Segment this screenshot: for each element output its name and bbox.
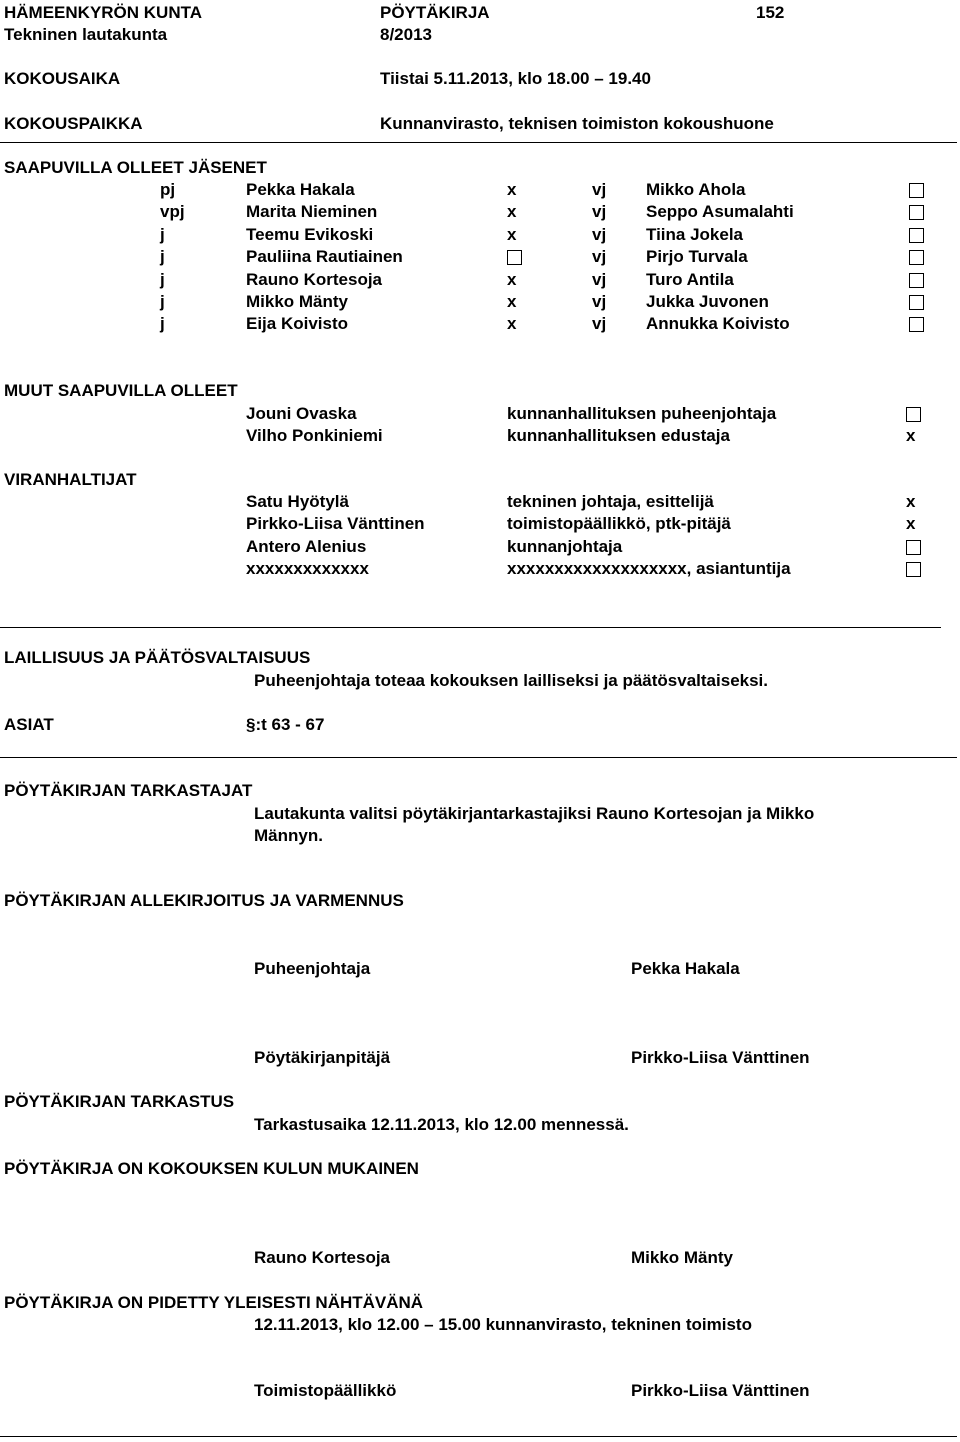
empty-checkbox	[909, 295, 924, 310]
empty-checkbox	[909, 205, 924, 220]
header-divider	[0, 142, 957, 143]
org-name: HÄMEENKYRÖN KUNTA	[4, 3, 203, 22]
meeting-place-label: KOKOUSPAIKKA	[4, 114, 143, 133]
legality-text: Puheenjohtaja toteaa kokouksen lailliseksi ja päätösvaltaiseksi.	[254, 671, 769, 690]
empty-checkbox	[909, 317, 924, 332]
member-role: j	[160, 269, 165, 289]
member-name: Pauliina Rautiainen	[246, 247, 403, 267]
empty-checkbox	[906, 407, 921, 422]
checkers-text-line2: Männyn.	[254, 826, 323, 845]
doc-number: 8/2013	[380, 25, 432, 44]
public-text: 12.11.2013, klo 12.00 – 15.00 kunnanvirasto, tekninen toimisto	[254, 1315, 752, 1334]
official-title: xxxxxxxxxxxxxxxxxxx, asiantuntija	[507, 559, 791, 579]
asiat-divider	[0, 757, 957, 758]
public-heading: PÖYTÄKIRJA ON PIDETTY YLEISESTI NÄHTÄVÄNÄ	[4, 1293, 424, 1312]
member-attendance-mark: x	[507, 180, 517, 199]
member-attendance-mark: x	[507, 224, 517, 244]
substitute-role: vj	[592, 180, 607, 199]
member-attendance-mark: x	[507, 202, 517, 222]
approved-signer-2: Mikko Mänty	[631, 1248, 734, 1267]
substitute-name: Mikko Ahola	[646, 180, 746, 199]
official-title: kunnanjohtaja	[507, 536, 623, 556]
substitute-role: vj	[592, 292, 607, 311]
doc-type: PÖYTÄKIRJA	[380, 3, 490, 22]
member-role: vpj	[160, 202, 185, 222]
footer-divider	[0, 1436, 957, 1437]
public-signer-label: Toimistopäällikkö	[254, 1381, 397, 1400]
member-name: Rauno Kortesoja	[246, 269, 383, 289]
substitute-role: vj	[592, 269, 607, 289]
secretary-name: Pirkko-Liisa Vänttinen	[631, 1048, 810, 1067]
secretary-label: Pöytäkirjanpitäjä	[254, 1048, 391, 1067]
empty-checkbox	[906, 562, 921, 577]
member-attendance-mark: x	[507, 269, 517, 289]
others-heading: MUUT SAAPUVILLA OLLEET	[4, 381, 238, 400]
substitute-role: vj	[592, 224, 607, 244]
empty-checkbox	[906, 540, 921, 555]
members-heading: SAAPUVILLA OLLEET JÄSENET	[4, 158, 267, 177]
empty-checkbox	[909, 228, 924, 243]
member-attendance-mark: x	[507, 292, 517, 311]
official-name: Antero Alenius	[246, 536, 367, 556]
legality-heading: LAILLISUUS JA PÄÄTÖSVALTAISUUS	[4, 648, 311, 667]
official-title: toimistopäällikkö, ptk-pitäjä	[507, 514, 731, 534]
meeting-time-value: Tiistai 5.11.2013, klo 18.00 – 19.40	[380, 69, 651, 88]
meeting-time-label: KOKOUSAIKA	[4, 69, 121, 88]
substitute-name: Seppo Asumalahti	[646, 202, 794, 222]
member-name: Teemu Evikoski	[246, 224, 374, 244]
other-attendance-mark: x	[906, 426, 916, 446]
chair-name: Pekka Hakala	[631, 959, 740, 978]
empty-checkbox	[507, 250, 522, 265]
empty-checkbox	[909, 183, 924, 198]
public-signer-name: Pirkko-Liisa Vänttinen	[631, 1381, 810, 1400]
member-name: Marita Nieminen	[246, 202, 378, 222]
empty-checkbox	[909, 250, 924, 265]
member-name: Mikko Mänty	[246, 292, 349, 311]
other-name: Jouni Ovaska	[246, 404, 357, 423]
other-title: kunnanhallituksen edustaja	[507, 426, 730, 446]
substitute-name: Jukka Juvonen	[646, 292, 769, 311]
member-attendance-mark: x	[507, 314, 517, 334]
substitute-name: Turo Antila	[646, 269, 734, 289]
official-attendance-mark: x	[906, 492, 916, 511]
substitute-name: Tiina Jokela	[646, 224, 744, 244]
official-name: Satu Hyötylä	[246, 492, 349, 511]
signatures-heading: PÖYTÄKIRJAN ALLEKIRJOITUS JA VARMENNUS	[4, 891, 404, 910]
official-name: xxxxxxxxxxxxx	[246, 559, 369, 579]
inspection-heading: PÖYTÄKIRJAN TARKASTUS	[4, 1092, 235, 1111]
meeting-place-value: Kunnanvirasto, teknisen toimiston kokoushuone	[380, 114, 774, 133]
substitute-role: vj	[592, 314, 607, 334]
official-name: Pirkko-Liisa Vänttinen	[246, 514, 425, 534]
committee-name: Tekninen lautakunta	[4, 25, 168, 44]
other-name: Vilho Ponkiniemi	[246, 426, 383, 446]
member-role: j	[160, 314, 165, 334]
page-number: 152	[756, 3, 785, 22]
member-role: j	[160, 292, 165, 311]
empty-checkbox	[909, 273, 924, 288]
substitute-role: vj	[592, 247, 607, 267]
substitute-role: vj	[592, 202, 607, 222]
approved-signer-1: Rauno Kortesoja	[254, 1248, 391, 1267]
checkers-heading: PÖYTÄKIRJAN TARKASTAJAT	[4, 781, 253, 800]
inspection-text: Tarkastusaika 12.11.2013, klo 12.00 mennessä.	[254, 1115, 629, 1134]
asiat-value: §:t 63 - 67	[246, 715, 325, 734]
member-name: Eija Koivisto	[246, 314, 349, 334]
substitute-name: Annukka Koivisto	[646, 314, 790, 334]
chair-label: Puheenjohtaja	[254, 959, 371, 978]
member-role: j	[160, 224, 165, 244]
other-title: kunnanhallituksen puheenjohtaja	[507, 404, 777, 423]
official-title: tekninen johtaja, esittelijä	[507, 492, 714, 511]
checkers-text-line1: Lautakunta valitsi pöytäkirjantarkastajiksi Rauno Kortesojan ja Mikko	[254, 804, 815, 823]
approved-heading: PÖYTÄKIRJA ON KOKOUKSEN KULUN MUKAINEN	[4, 1159, 419, 1178]
member-role: j	[160, 247, 165, 267]
official-attendance-mark: x	[906, 514, 916, 534]
member-role: pj	[160, 180, 176, 199]
member-name: Pekka Hakala	[246, 180, 355, 199]
asiat-label: ASIAT	[4, 715, 54, 734]
section-divider	[0, 627, 941, 628]
officials-heading: VIRANHALTIJAT	[4, 470, 137, 489]
substitute-name: Pirjo Turvala	[646, 247, 748, 267]
